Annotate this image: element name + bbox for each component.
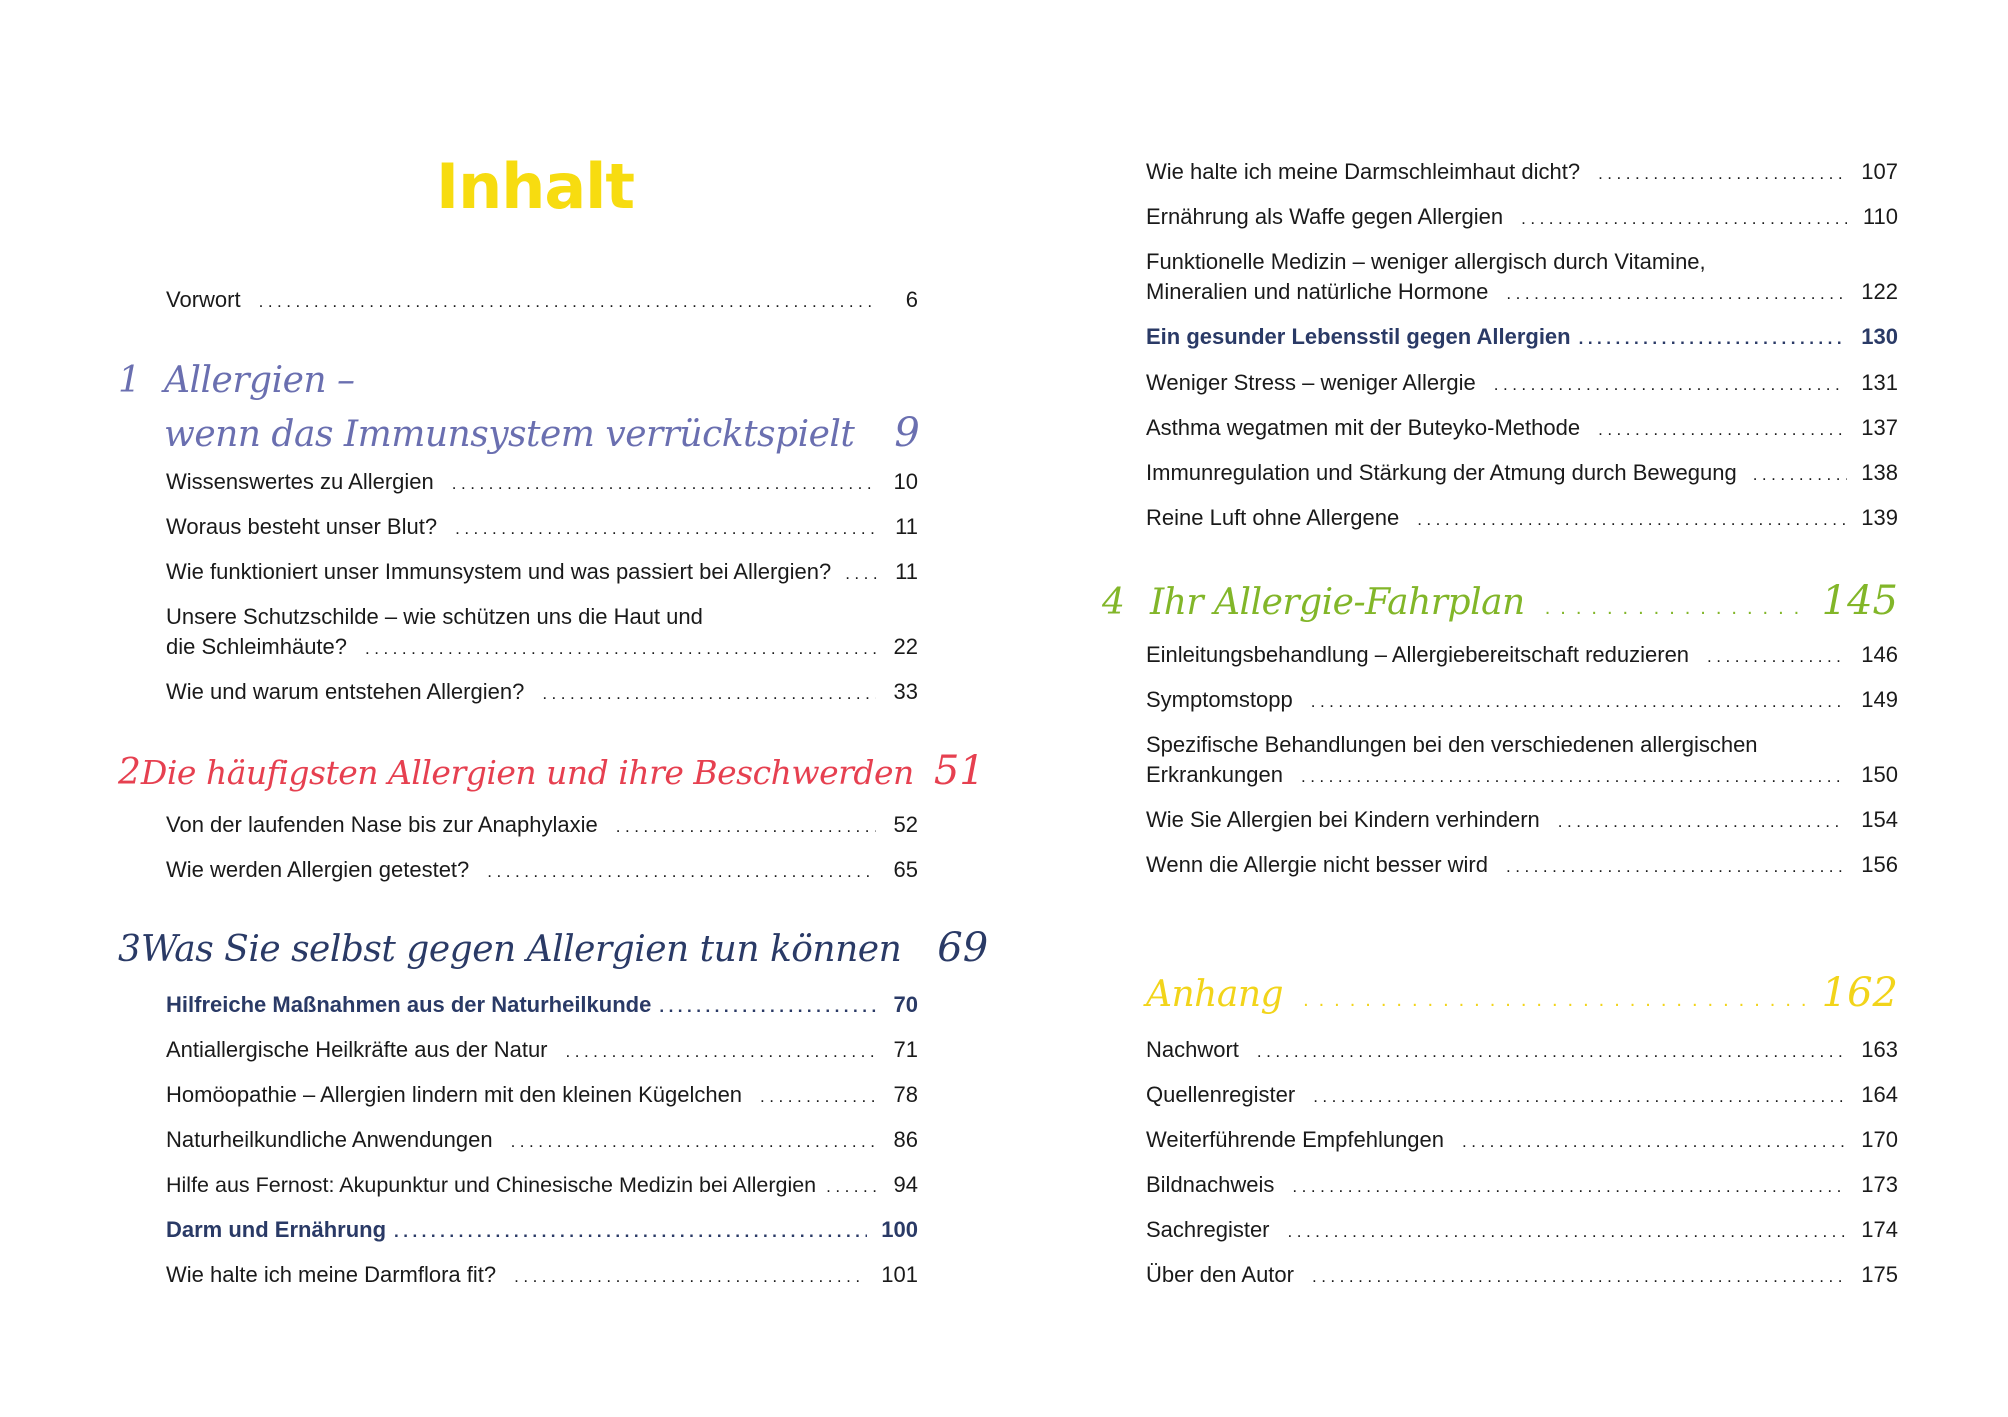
entry-page: 11 [895, 514, 918, 539]
dot-leader [616, 812, 876, 842]
entry-title: Wie werden Allergien getestet? [166, 857, 470, 882]
entry-title: Hilfreiche Maßnahmen aus der Naturheilkunde [166, 992, 652, 1017]
entry-title: Ernährung als Waffe gegen Allergien [1146, 204, 1504, 229]
toc-entry[interactable] [1146, 202, 1898, 234]
right-page [1004, 0, 2008, 1417]
appendix-title: Anhang [1146, 974, 1284, 1015]
entry-page: 164 [1861, 1082, 1898, 1107]
chapter-title: Die häufigsten Allergien und ihre Beschwerden [140, 753, 914, 792]
dot-leader [1292, 1172, 1845, 1202]
entry-page: 71 [893, 1037, 918, 1062]
entry-page: 146 [1861, 642, 1898, 667]
entry-title: Einleitungsbehandlung – Allergiebereitschaft reduzieren [1146, 642, 1690, 667]
entry-page: 22 [893, 634, 918, 659]
entry-page: 137 [1861, 415, 1898, 440]
entry-title: Antiallergische Heilkräfte aus der Natur [166, 1037, 548, 1062]
toc-entry[interactable] [1146, 1035, 1898, 1067]
dot-leader [566, 1037, 876, 1067]
dot-leader [1579, 324, 1848, 354]
toc-title: Inhalt [436, 150, 635, 223]
entry-title: Nachwort [1146, 1037, 1239, 1062]
chapter-page: 69 [937, 925, 989, 971]
entry-page: 156 [1861, 852, 1898, 877]
dot-leader [1506, 279, 1845, 309]
entry-title: Wenn die Allergie nicht besser wird [1146, 852, 1488, 877]
toc-entry[interactable] [1146, 805, 1898, 837]
chapter-number: 4 [1102, 582, 1125, 623]
entry-page: 130 [1861, 324, 1898, 349]
entry-title: Quellenregister [1146, 1082, 1296, 1107]
entry-page: 149 [1861, 687, 1898, 712]
entry-title: Wie halte ich meine Darmflora fit? [166, 1262, 497, 1287]
dot-leader [1257, 1037, 1845, 1067]
toc-entry-highlight[interactable] [1146, 322, 1898, 354]
chapter-number: 3 [118, 929, 141, 970]
entry-title: Symptomstopp [1146, 687, 1293, 712]
toc-entry[interactable] [1146, 850, 1898, 882]
dot-leader [1545, 597, 1806, 620]
toc-entry[interactable] [1146, 413, 1898, 445]
entry-page: 86 [893, 1127, 918, 1152]
entry-title: Über den Autor [1146, 1262, 1294, 1287]
toc-entry[interactable] [166, 1035, 918, 1067]
toc-entry[interactable] [1146, 1170, 1898, 1202]
entry-page: 139 [1861, 505, 1898, 530]
dot-leader [455, 514, 876, 544]
toc-entry[interactable] [166, 1170, 918, 1202]
chapter-title: Was Sie selbst gegen Allergien tun können [140, 929, 902, 970]
dot-leader [365, 634, 876, 664]
dot-leader [826, 1172, 882, 1202]
dot-leader [1707, 642, 1845, 672]
toc-entry[interactable] [1146, 247, 1898, 309]
entry-page: 110 [1862, 204, 1898, 229]
toc-entry[interactable] [1146, 1215, 1898, 1247]
dot-leader [452, 469, 876, 499]
entry-title: Naturheilkundliche Anwendungen [166, 1127, 493, 1152]
chapter-title-line1: Allergien – [164, 360, 355, 401]
dot-leader [511, 1127, 876, 1157]
dot-leader [659, 992, 878, 1022]
entry-page: 154 [1861, 807, 1898, 832]
dot-leader [1494, 370, 1846, 400]
entry-page: 174 [1861, 1217, 1898, 1242]
toc-entry[interactable] [1146, 503, 1898, 535]
dot-leader [1753, 460, 1848, 490]
dot-leader [1417, 505, 1845, 535]
toc-entry[interactable] [166, 557, 918, 589]
entry-page: 138 [1861, 460, 1898, 485]
entry-page: 65 [893, 857, 918, 882]
toc-entry[interactable] [1146, 1080, 1898, 1112]
dot-leader [1558, 807, 1846, 837]
entry-page: 70 [893, 992, 918, 1017]
chapter-2-heading[interactable] [118, 748, 985, 794]
dot-leader [1313, 1082, 1845, 1112]
chapter-page: 145 [1821, 578, 1898, 624]
entry-page: 150 [1861, 762, 1898, 787]
entry-page: 170 [1861, 1127, 1898, 1152]
toc-entry[interactable] [1146, 1260, 1898, 1292]
toc-entry[interactable] [166, 512, 918, 544]
toc-entry[interactable] [166, 810, 918, 842]
entry-title-line2: die Schleimhäute? [166, 634, 348, 659]
entry-title: Wie Sie Allergien bei Kindern verhindern [1146, 807, 1540, 832]
entry-title: Hilfe aus Fernost: Akupunktur und Chinesische Medizin bei Allergien [166, 1173, 817, 1197]
entry-title: Wie und warum entstehen Allergien? [166, 679, 525, 704]
dot-leader [1301, 762, 1845, 792]
toc-entry[interactable] [166, 1080, 918, 1112]
chapter-number: 1 [118, 360, 141, 401]
entry-page: 107 [1861, 159, 1898, 184]
entry-page: 78 [893, 1082, 918, 1107]
toc-entry[interactable] [166, 1125, 918, 1157]
dot-leader [542, 679, 876, 709]
entry-title-line1: Unsere Schutzschilde – wie schützen uns die Haut und [166, 604, 703, 629]
dot-leader [1311, 687, 1846, 717]
toc-entry[interactable] [1146, 157, 1898, 189]
toc-entry[interactable] [1146, 368, 1898, 400]
chapter-3-heading[interactable] [118, 925, 989, 971]
entry-page: 175 [1861, 1262, 1898, 1287]
entry-page: 100 [881, 1217, 918, 1242]
entry-title: Von der laufenden Nase bis zur Anaphylaxie [166, 812, 598, 837]
toc-entry[interactable] [166, 467, 918, 499]
dot-leader [1506, 852, 1845, 882]
entry-title: Bildnachweis [1146, 1172, 1275, 1197]
entry-page: 6 [905, 287, 918, 312]
toc-entry[interactable] [166, 602, 918, 664]
toc-entry[interactable] [1146, 685, 1898, 717]
entry-title: Homöopathie – Allergien lindern mit den kleinen Kügelchen [166, 1082, 743, 1107]
toc-entry[interactable] [166, 1260, 918, 1292]
chapter-4-heading[interactable] [1102, 578, 1898, 624]
dot-leader [1303, 989, 1806, 1012]
toc-entry-vorwort[interactable] [166, 285, 918, 317]
chapter-title-line2: wenn das Immunsystem verrücktspielt [164, 414, 855, 455]
chapter-number: 2 [118, 752, 141, 793]
entry-title: Vorwort [166, 287, 241, 312]
entry-page: 163 [1861, 1037, 1898, 1062]
entry-page: 94 [893, 1172, 918, 1197]
toc-entry[interactable] [1146, 458, 1898, 490]
toc-entry-highlight[interactable] [166, 1215, 918, 1247]
chapter-title: Ihr Allergie-Fahrplan [1150, 582, 1525, 623]
chapter-page: 51 [933, 748, 985, 794]
entry-page: 131 [1861, 370, 1898, 395]
dot-leader [1462, 1127, 1845, 1157]
toc-entry[interactable] [1146, 730, 1898, 792]
dot-leader [760, 1082, 876, 1112]
appendix-heading[interactable] [1146, 970, 1898, 1016]
toc-entry[interactable] [166, 855, 918, 887]
dot-leader [394, 1217, 867, 1247]
entry-title: Weiterführende Empfehlungen [1146, 1127, 1445, 1152]
entry-title: Asthma wegatmen mit der Buteyko-Methode [1146, 415, 1581, 440]
dot-leader [487, 857, 876, 887]
entry-title: Wie funktioniert unser Immunsystem und was passiert bei Allergien? [166, 559, 832, 584]
entry-page: 10 [893, 469, 918, 494]
entry-page: 52 [893, 812, 918, 837]
dot-leader [514, 1262, 865, 1292]
entry-title: Immunregulation und Stärkung der Atmung durch Bewegung [1146, 460, 1737, 485]
entry-title: Wissenswertes zu Allergien [166, 469, 434, 494]
entry-page: 11 [895, 559, 918, 584]
dot-leader [1598, 415, 1845, 445]
entry-title-line2: Mineralien und natürliche Hormone [1146, 279, 1489, 304]
entry-title: Sachregister [1146, 1217, 1270, 1242]
entry-title: Woraus besteht unser Blut? [166, 514, 438, 539]
chapter-page: 9 [894, 410, 920, 456]
entry-title: Wie halte ich meine Darmschleimhaut dicht? [1146, 159, 1581, 184]
entry-title: Weniger Stress – weniger Allergie [1146, 370, 1476, 395]
entry-page: 173 [1861, 1172, 1898, 1197]
entry-page: 122 [1861, 279, 1898, 304]
entry-title: Darm und Ernährung [166, 1217, 387, 1242]
dot-leader [845, 559, 878, 589]
toc-entry[interactable] [166, 677, 918, 709]
toc-entry[interactable] [1146, 640, 1898, 672]
toc-entry[interactable] [1146, 1125, 1898, 1157]
entry-page: 33 [893, 679, 918, 704]
toc-entry-highlight[interactable] [166, 990, 918, 1022]
entry-title-line1: Spezifische Behandlungen bei den verschiedenen allergischen [1146, 732, 1758, 757]
entry-page: 101 [881, 1262, 918, 1287]
dot-leader [1288, 1217, 1846, 1247]
dot-leader [259, 287, 876, 317]
entry-title-line1: Funktionelle Medizin – weniger allergisch durch Vitamine, [1146, 249, 1706, 274]
appendix-page: 162 [1821, 970, 1898, 1016]
entry-title: Reine Luft ohne Allergene [1146, 505, 1400, 530]
dot-leader [1598, 159, 1845, 189]
dot-leader [1521, 204, 1847, 234]
entry-title: Ein gesunder Lebensstil gegen Allergien [1146, 324, 1571, 349]
dot-leader [1312, 1262, 1845, 1292]
entry-title-line2: Erkrankungen [1146, 762, 1283, 787]
